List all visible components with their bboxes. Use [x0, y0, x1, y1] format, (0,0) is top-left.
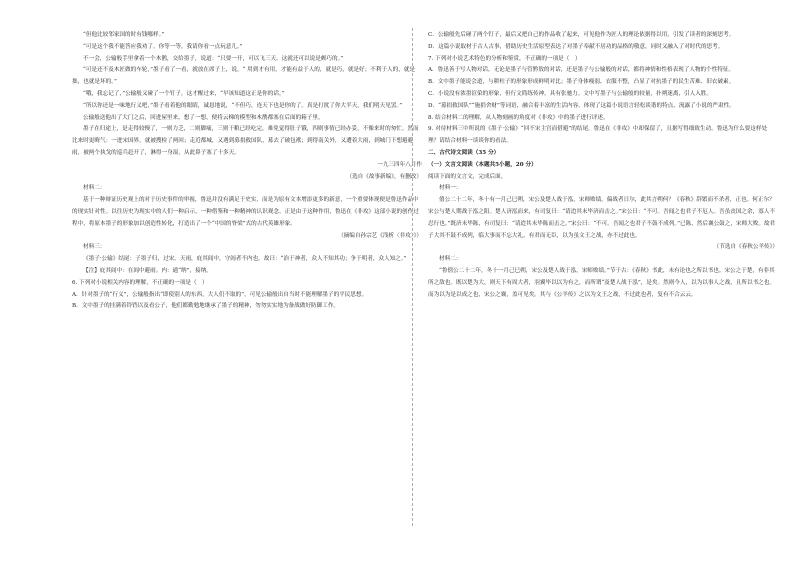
right-paragraph: C．公输般先后碰了两个钉子，最后又把自己的作品收了起来，可见他作为匠人的理论依据得以用，引发了读者的深刻思考。 — [428, 32, 735, 38]
right-paragraph: （一）文言文阅读（本题共5小题，20 分） — [428, 161, 537, 168]
left-column — [72, 30, 422, 313]
left-paragraph: 基于一种辩证历史观上的对于历史事件的审视，鲁迅并没有满足于史实，而是为原有文本增添更多的新意，一个重要体现便是鲁迅作品中的现实针对性。以往历史为现实中的人们一种启示，一种借鉴和一种精神的认识观念。正是由于这种作用，鲁迅在《非攻》这部小说的创作过程中，将原本墨子的形象加以创造性转化，打造出了一个“中国的脊梁”式的古代英雄形象。 — [72, 197, 419, 227]
right-paragraph: 二、古代诗文阅读（35 分） — [428, 149, 500, 156]
left-paragraph: 材料三： — [83, 244, 106, 251]
left-paragraph: B．文中墨子的挂满着铃铛以及看公子，他们都勤勉地继承了墨子的精神，勿勿实实地为备战做好防御工作。 — [72, 303, 340, 310]
left-paragraph: 《墨子·公输》结尾：子墨子归，过宋。天雨，庇其闾中，守闾者不内也。故曰：“治于神者，众人不知其功；争于明者，众人知之。” — [83, 256, 407, 263]
right-paragraph: 9. 对待材料三中所说的《墨子·公输》“回不宋主宫而借避”的结尾，鲁迅在《非攻》中却保留了，且据写得细致生动。鲁迅为什么要这样处理？请结合材料一谈谈你的看法。 — [428, 126, 768, 145]
left-paragraph: （选自《故事新编》，有删改） — [346, 173, 422, 180]
right-paragraph: C．小说没有浓墨渲染的形象，但行文简练传神，具有张驰力。文中写墨子与公输般的较量，扑朔迷离，引人入胜。 — [428, 90, 712, 97]
left-paragraph: “但他比较邻家国的时有钱哪样。” — [83, 32, 165, 38]
left-paragraph: 一九三四年八月作 — [377, 161, 422, 168]
right-paragraph: A．鲁迅善于写人物对话，无论是墨子与管黔敖的对话，还是墨子与公输般的对话，都将神情和性格表现了人物的个性特征。 — [428, 67, 735, 74]
left-paragraph: 不一会，公输般手里拿着一个木鹊，交给墨子，说道：“只要一开，可以飞三天。这就还可以说是颇巧的。” — [83, 55, 344, 62]
left-paragraph: 公输般送他出了大门之后，回进屋里来，想了一想，便将云梯的模型和木鹊都塞在后面的箱子里。 — [83, 114, 324, 121]
left-paragraph: 【注】庇其闾中：在闾中避雨。内：通“纳”，接纳。 — [83, 267, 212, 274]
left-paragraph: 材料二： — [83, 185, 106, 192]
right-paragraph: D．这篇小说取材于古人古事，借助历史生活原型表达了对墨子奉献不居功的品格的敬意，同时又融入了对时代的思考。 — [428, 43, 724, 50]
right-paragraph: B．文中墨子能说会道，与耕柱子的形象形成鲜明对比；墨子身体瘦弱、衣服不整，凸显了对抗墨子的民生苦难、旧衣破素。 — [428, 79, 735, 86]
right-paragraph: 阅读下面的文言文，完成后面。 — [428, 173, 507, 180]
right-paragraph: 材料二： — [439, 256, 462, 263]
left-paragraph: 6. 下列对小说相关内容的理解，不正确的一项是（ ） — [72, 279, 208, 286]
right-paragraph: 材料一： — [439, 185, 462, 192]
left-paragraph: “哦，我忘记了，”公输般又碰了一个钉子，这才醒过来，“早该知道这正是你的话。” — [83, 90, 285, 97]
right-paragraph: “鲁僖公二十二年，冬十一月己巳朔，宋公及楚人战于泓，宋师败绩。”节于古：《春秋》书此，未有论也之所以书也。宋公之于楚，有非其所之敌也。既以楚为大，则天下有周大者，羽翼毕以以为有之，而所谓“及楚人战于泓”，是矣。然则今人，以为以事人之战，且所以书之也。而为以为是以成之也，宋公之襄，盖可见矣。其与《公羊传》之以为文王之战，不过此也者，复有不合云云。 — [428, 267, 775, 298]
right-paragraph: （节选自《春秋公羊传》） — [713, 244, 778, 251]
left-paragraph: “所以你还是一味地行义吧，”墨子看着他的眼睛，诚恳地说，“不但巧，连天下也是你的了。真是打扰了你大半天，我们明天见罢。” — [83, 102, 403, 109]
left-paragraph: A．针对墨子的“行义”，公输般指出“即使别人的东西，大人们不取的”，可见公输般出自当时不能理解墨子的平民思想。 — [72, 291, 368, 298]
right-paragraph: D．“募捐救国队”“施捐舍财”等词语，融合着丰富的生活内容，体现了这篇小说语言轻松谈谐的特点，流露了小说的严肃性。 — [428, 102, 735, 109]
column-divider — [412, 28, 413, 526]
left-paragraph: “可是还不及木匠做的车轮，”墨子看了一看，就放在席子上，说，“ 用到才有用，才能有益于人的，就是巧，就是好；不利于人的，就是拙，也就是坏的。” — [72, 67, 415, 86]
left-paragraph: （摘编自孙宗艺《浅析〈非攻〉》） — [338, 232, 422, 239]
right-paragraph: 僖公二十二年，冬十有一月己巳朔，宋公及楚人战于泓，宋师败绩。偏战者日尔，此其言朔何？《春秋》辞繁而不杀者，正也。何正尔？宋公与楚人期战于泓之阳。楚人济泓而来，有司复曰：“请迨其未毕济而击之。”宋公曰：“不可。吾闻之也君子不厄人。吾虽丧国之余，寡人不忍行也。”既济未毕陈，有司复曰：“请迨其未毕陈而击之。”宋公曰：“不可。吾闻之也君子不鼓不成列。”已陈，然后襄公鼓之，宋师大败。故君子大其不鼓不成列，临大事而不忘大礼，有君而无臣，以为虽文王之战，亦不过此也。 — [428, 197, 776, 239]
right-paragraph: 7. 下列对小说艺术特色的分析和鉴赏，不正确的一项是（ ） — [428, 55, 581, 62]
left-paragraph: 墨子在归途上，是走得较慢了，一则力乏，二则脚痛，三则干粮已经吃完，难免觉得肚子饿，四则事情已经办妥，不像来时的匆忙。然而比来时更晦气：一进宋国界，就被搜检了两回；走近都城，又遇到募捐救国队，募去了破包袱；到得南关外，又遭着大雨，到城门下想避避雨，被两个执戈的巡兵赶开了，淋得一身湿，从此鼻子塞了十多天。 — [72, 126, 419, 156]
right-paragraph: 8. 结合材料二的理解，从人物刻画的角度对《非攻》中的墨子进行评述。 — [428, 114, 609, 121]
left-paragraph: “可是这个我不能答应我劝了。你等一等，我请你看一点玩意儿。” — [83, 43, 243, 50]
right-column — [428, 30, 778, 301]
